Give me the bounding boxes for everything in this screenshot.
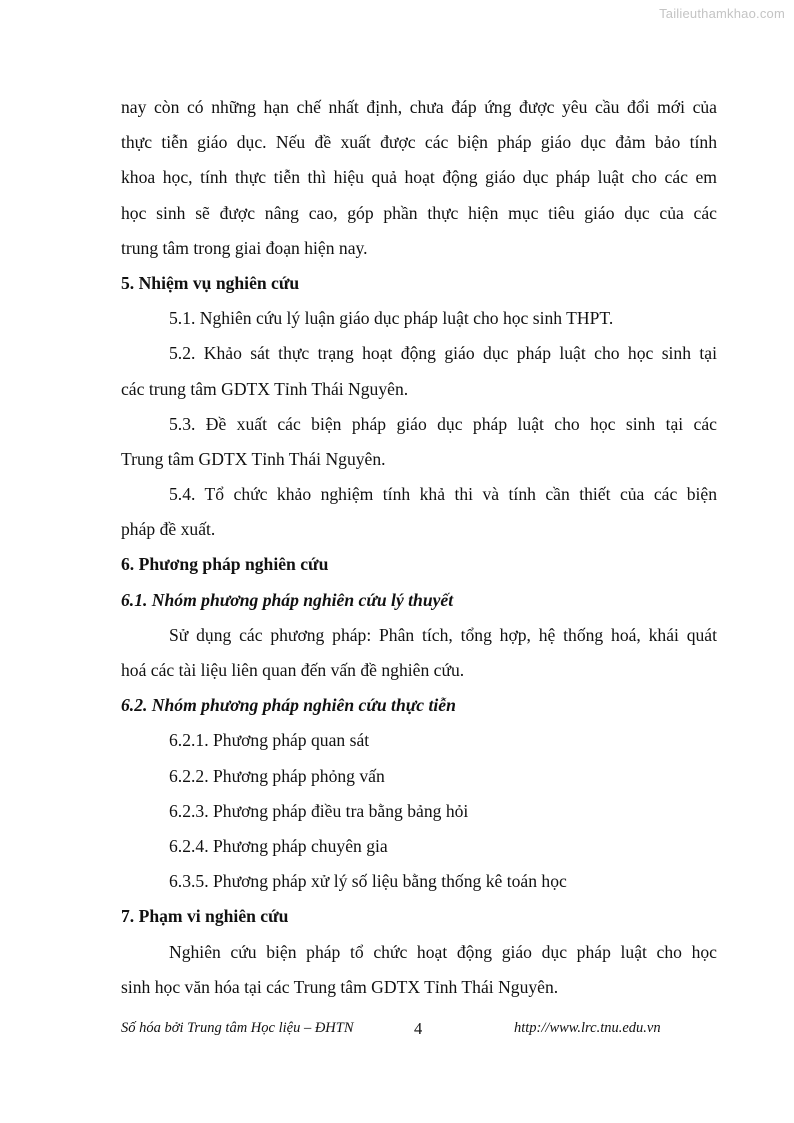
text-line: học sinh sẽ được nâng cao, góp phần thực hiện mục tiêu giáo dục của các [121, 202, 717, 223]
text-line: thực tiễn giáo dục. Nếu đề xuất được các biện pháp giáo dục đảm bảo tính [121, 132, 717, 153]
watermark: Tailieuthamkhao.com [659, 6, 785, 21]
text-line: Trung tâm GDTX Tỉnh Thái Nguyên. [121, 448, 386, 469]
section-heading: 7. Phạm vi nghiên cứu [121, 906, 289, 927]
section-heading: 6. Phương pháp nghiên cứu [121, 554, 329, 575]
footer-url: http://www.lrc.tnu.edu.vn [514, 1020, 661, 1036]
text-line: 6.2.1. Phương pháp quan sát [169, 730, 370, 751]
text-line: nay còn có những hạn chế nhất định, chưa đáp ứng được yêu cầu đổi mới của [121, 97, 717, 117]
text-line: hoá các tài liệu liên quan đến vấn đề nghiên cứu. [121, 660, 465, 680]
text-line: 5.2. Khảo sát thực trạng hoạt động giáo dục pháp luật cho học sinh tại [169, 343, 717, 364]
text-line: sinh học văn hóa tại các Trung tâm GDTX Tỉnh Thái Nguyên. [121, 976, 559, 997]
text-line: Sử dụng các phương pháp: Phân tích, tổng hợp, hệ thống hoá, khái quát [169, 624, 717, 645]
text-line: 6.2.3. Phương pháp điều tra bằng bảng hỏi [169, 800, 469, 821]
text-line: 6.2.4. Phương pháp chuyên gia [169, 835, 388, 856]
page-number: 4 [414, 1019, 423, 1038]
page-footer [121, 1020, 681, 1042]
text-line: trung tâm trong giai đoạn hiện nay. [121, 237, 368, 258]
text-line: 5.3. Đề xuất các biện pháp giáo dục pháp luật cho học sinh tại các [169, 413, 717, 434]
footer-source: Số hóa bởi Trung tâm Học liệu – ĐHTN [121, 1020, 354, 1036]
text-line: 6.3.5. Phương pháp xử lý số liệu bằng thống kê toán học [169, 871, 567, 892]
text-line: Nghiên cứu biện pháp tổ chức hoạt động giáo dục pháp luật cho học [169, 941, 717, 962]
section-heading: 5. Nhiệm vụ nghiên cứu [121, 272, 300, 293]
text-line: khoa học, tính thực tiễn thì hiệu quả hoạt động giáo dục pháp luật cho các em [121, 167, 717, 188]
text-line: pháp đề xuất. [121, 519, 216, 540]
text-line: 6.2.2. Phương pháp phỏng vấn [169, 765, 385, 786]
section-heading: 6.1. Nhóm phương pháp nghiên cứu lý thuyết [121, 589, 454, 610]
text-line: các trung tâm GDTX Tỉnh Thái Nguyên. [121, 378, 409, 399]
document-body [121, 90, 717, 1005]
text-line: 5.1. Nghiên cứu lý luận giáo dục pháp luật cho học sinh THPT. [169, 308, 614, 329]
text-line: 5.4. Tổ chức khảo nghiệm tính khả thi và tính cần thiết của các biện [169, 484, 717, 505]
section-heading: 6.2. Nhóm phương pháp nghiên cứu thực tiễn [121, 695, 456, 716]
